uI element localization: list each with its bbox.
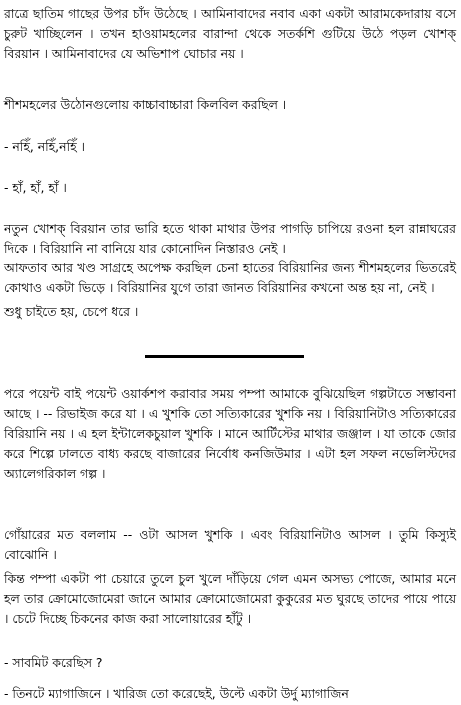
paragraph-courtyard-children: শীশমহলের উঠোনগুলোয় কাচ্চাবাচ্চারা কিলবিল করছিল ।	[4, 97, 287, 112]
section-divider	[145, 355, 304, 358]
dialogue-three-magazines: - তিনটে ম্যাগাজিনে । খারিজ তো করেছেই, উল্টে একটা উর্দু ম্যাগাজিন	[4, 686, 349, 701]
paragraph-stubborn-reply: গোঁয়ারের মত বললাম -- ওটা আসল খুশকি । এবং বিরিয়ানিটাও আসল । তুমি কিস্যুই বোঝোনি ।	[4, 527, 456, 562]
dialogue-line-yes: - হাঁ, হাঁ, হাঁ ।	[4, 180, 67, 195]
paragraph-moon-rising: রাত্রে ছাতিম গাছের উপর চাঁদ উঠেছে । আমিনাবাদের নবাব একা একটা আরামকেদারায় বসে চুরুট খাচ্ছিলেন । তখন হাওয়ামহলের বারান্দা থেকে সতর্কশি গুটিয়ে উঠে পড়ল খোশক্ বিরয়ান । আমিনাবাদের যে অভিশাপ ঘোচার নয় ।	[4, 6, 456, 61]
dialogue-line-no: - নহিঁ, নহিঁ,নহিঁ ।	[4, 139, 85, 154]
dialogue-submitted-question: - সাবমিট করেছিস ?	[4, 655, 103, 670]
paragraph-just-ask: শুধু চাইতে হয়, চেপে ধরে ।	[4, 304, 139, 319]
paragraph-pampa-pose: কিন্ত পম্পা একটা পা চেয়ারে তুলে চুল খুলে দাঁড়িয়ে গেল এমন অসভ্য পোজে, আমার মনে হল তার ক্রোমোজোমেরা জানে আমার ক্রোমোজোমেরা কুকুরের মত ঘুরছে তাদের পায়ে পায়ে । চেটে দিচ্ছে চিকনের কাজ করা সালোয়ারের হাঁটু ।	[4, 571, 456, 626]
paragraph-workshop: পরে পয়েন্ট বাই পয়েন্ট ওয়ার্কশপ করাবার সময় পম্পা আমাকে বুঝিয়েছিল গল্পটাতে সম্ভাবনা আছে । -- রিভাইজ করে যা । এ খুশকি তো সত্যিকারের খুশকি নয় । বিরিয়ানিটাও সত্যিকারের বিরিয়ানি নয় । এ হল ইন্টালেকচুয়াল খুশকি । মানে আর্টিস্টের মাথার জঞ্জাল । যা তাকে জোর করে শিল্পে ঢালতে বাধ্য করছে বাজারের নির্বোধ কনজিউমার । এটা হল সফল নভেলিস্টদের অ্যালেগরিকাল গল্প ।	[4, 386, 456, 481]
paragraph-aftab-waiting: আফতাব আর খণ্ড সাগ্রহে অপেক্ষ করছিল চেনা হাতের বিরিয়ানির জন্য শীশমহলের ভিতরেই কোথাও একটা ভিড়ে । বিরিয়ানির যুগে তারা জানত বিরিয়ানির কখনো অন্ত হয় না, নেই ।	[4, 260, 456, 295]
paragraph-new-khoshk: নতুন খোশক্ বিরয়ান তার ভারি হতে থাকা মাথার উপর পাগড়ি চাপিয়ে রওনা হল রান্নাঘরের দিকে । বিরিয়ানি না বানিয়ে যার কোনোদিন নিস্তারও নেই ।	[4, 221, 456, 256]
